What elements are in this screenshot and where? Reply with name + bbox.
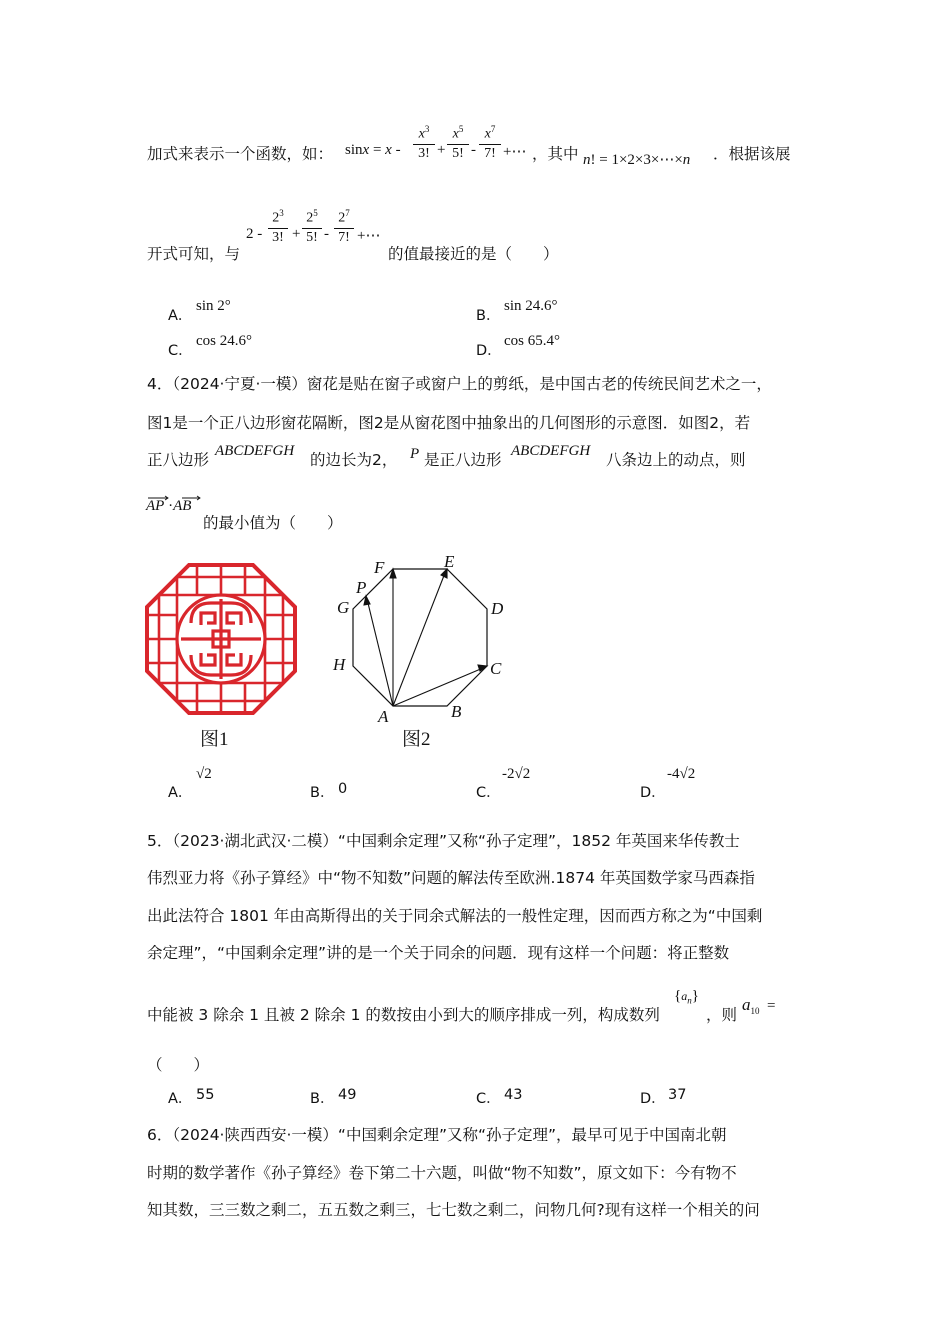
q3-line1-mid: ，其中 — [532, 145, 579, 163]
q3-line2-pre: 开式可知，与 — [147, 245, 241, 263]
q3-option-d-label: D． — [476, 343, 502, 359]
q5-line1: 5．（2023·湖北武汉·二模）“中国剩余定理”又称“孙子定理”，1852 年英国来华传教士 — [147, 832, 740, 850]
q5-option-d-value: 37 — [668, 1087, 687, 1103]
point-p-label: P — [356, 578, 367, 597]
q4-option-c-value: -2√2 — [502, 766, 531, 782]
q3-line2-post: 的值最接近的是（ ） — [388, 245, 559, 263]
q3-option-d-value: cos 65.4° — [504, 333, 560, 349]
q4-line1: 4．（2024·宁夏·一模）窗花是贴在窗子或窗户上的剪纸，是中国古老的传统民间艺术之一， — [147, 375, 772, 393]
vertex-f-label: F — [374, 558, 385, 577]
octagon-diagram — [330, 548, 510, 724]
q4-line3-b: 的边长为2， — [310, 451, 398, 469]
q4-option-d-value: -4√2 — [667, 766, 696, 782]
q3-option-a-label: A． — [168, 308, 193, 324]
a10-equals: $a_{10}$ = — [742, 995, 776, 1016]
vertex-a-label: A — [378, 707, 389, 724]
q4-option-c-label: C． — [476, 785, 501, 801]
q4-option-a-value: √2 — [196, 766, 212, 782]
octagon-name-1: ABCDEFGH — [215, 443, 295, 459]
vertex-g-label: G — [337, 598, 350, 617]
q5-line4: 余定理”，“中国剩余定理”讲的是一个关于同余的问题．现有这样一个问题：将正整数 — [147, 944, 730, 962]
q5-line5-pre: 中能被 3 除余 1 且被 2 除余 1 的数按由小到大的顺序排成一列，构成数列 — [147, 1006, 660, 1024]
q3-option-b-label: B． — [476, 308, 501, 324]
window-lattice-figure — [145, 563, 297, 715]
q4-option-b-value: 0 — [338, 781, 348, 797]
q5-option-a-value: 55 — [196, 1087, 215, 1103]
vertex-d-label: D — [491, 599, 504, 618]
q5-line3: 出此法符合 1801 年由高斯得出的关于同余式解法的一般性定理，因而西方称之为“中国剩 — [147, 907, 763, 925]
q4-line4-post: 的最小值为（ ） — [203, 514, 343, 532]
q6-line3: 知其数，三三数之剩二，五五数之剩三，七七数之剩二，问物几何?现有这样一个相关的问 — [147, 1201, 760, 1219]
factorial-definition: n! = 1×2×3×⋯×n — [583, 152, 691, 168]
q5-line5-mid: ，则 — [706, 1006, 738, 1024]
q3-line1-pre: 加式来表示一个函数，如： — [147, 145, 334, 163]
q5-option-d-label: D． — [640, 1091, 666, 1107]
q5-option-c-label: C． — [476, 1091, 501, 1107]
vertex-c-label: C — [490, 659, 502, 678]
q5-option-b-value: 49 — [338, 1087, 357, 1103]
q3-option-c-value: cos 24.6° — [196, 333, 252, 349]
q3-line1-post: ．根据该展 — [713, 145, 791, 163]
point-p-text: P — [410, 446, 420, 462]
fig2-label: 图2 — [402, 729, 431, 750]
q5-line2: 伟烈亚力将《孙子算经》中“物不知数”问题的解法传至欧洲.1874 年英国数学家马西森指 — [147, 869, 755, 887]
q5-option-b-label: B． — [310, 1091, 335, 1107]
q3-option-a-value: sin 2° — [196, 298, 231, 314]
q4-line3-c: 是正八边形 — [424, 451, 502, 469]
q6-line1: 6．（2024·陕西西安·一模）“中国剩余定理”又称“孙子定理”，最早可见于中国南北朝 — [147, 1126, 727, 1144]
q4-option-d-label: D． — [640, 785, 666, 801]
q3-option-b-value: sin 24.6° — [504, 298, 558, 314]
vector-arrows — [364, 569, 487, 706]
q4-line3-a: 正八边形 — [147, 451, 210, 469]
q6-line2: 时期的数学著作《孙子算经》卷下第二十六题，叫做“物不知数”，原文如下：今有物不 — [147, 1164, 737, 1182]
q5-line6: （ ） — [147, 1056, 210, 1074]
q4-line3-d: 八条边上的动点，则 — [606, 451, 746, 469]
q4-option-b-label: B． — [310, 785, 335, 801]
vertex-e-label: E — [444, 552, 455, 571]
q3-option-c-label: C． — [168, 343, 193, 359]
sequence-an: $\{a_n\}$ — [674, 988, 699, 1006]
vertex-h-label: H — [333, 655, 346, 674]
fig1-label: 图1 — [200, 729, 229, 750]
vertex-b-label: B — [451, 702, 462, 721]
q5-option-a-label: A． — [168, 1091, 193, 1107]
q5-option-c-value: 43 — [504, 1087, 523, 1103]
q4-option-a-label: A． — [168, 785, 193, 801]
octagon-name-2: ABCDEFGH — [511, 443, 591, 459]
q4-line2: 图1是一个正八边形窗花隔断，图2是从窗花图中抽象出的几何图形的示意图．如图2，若 — [147, 414, 751, 432]
